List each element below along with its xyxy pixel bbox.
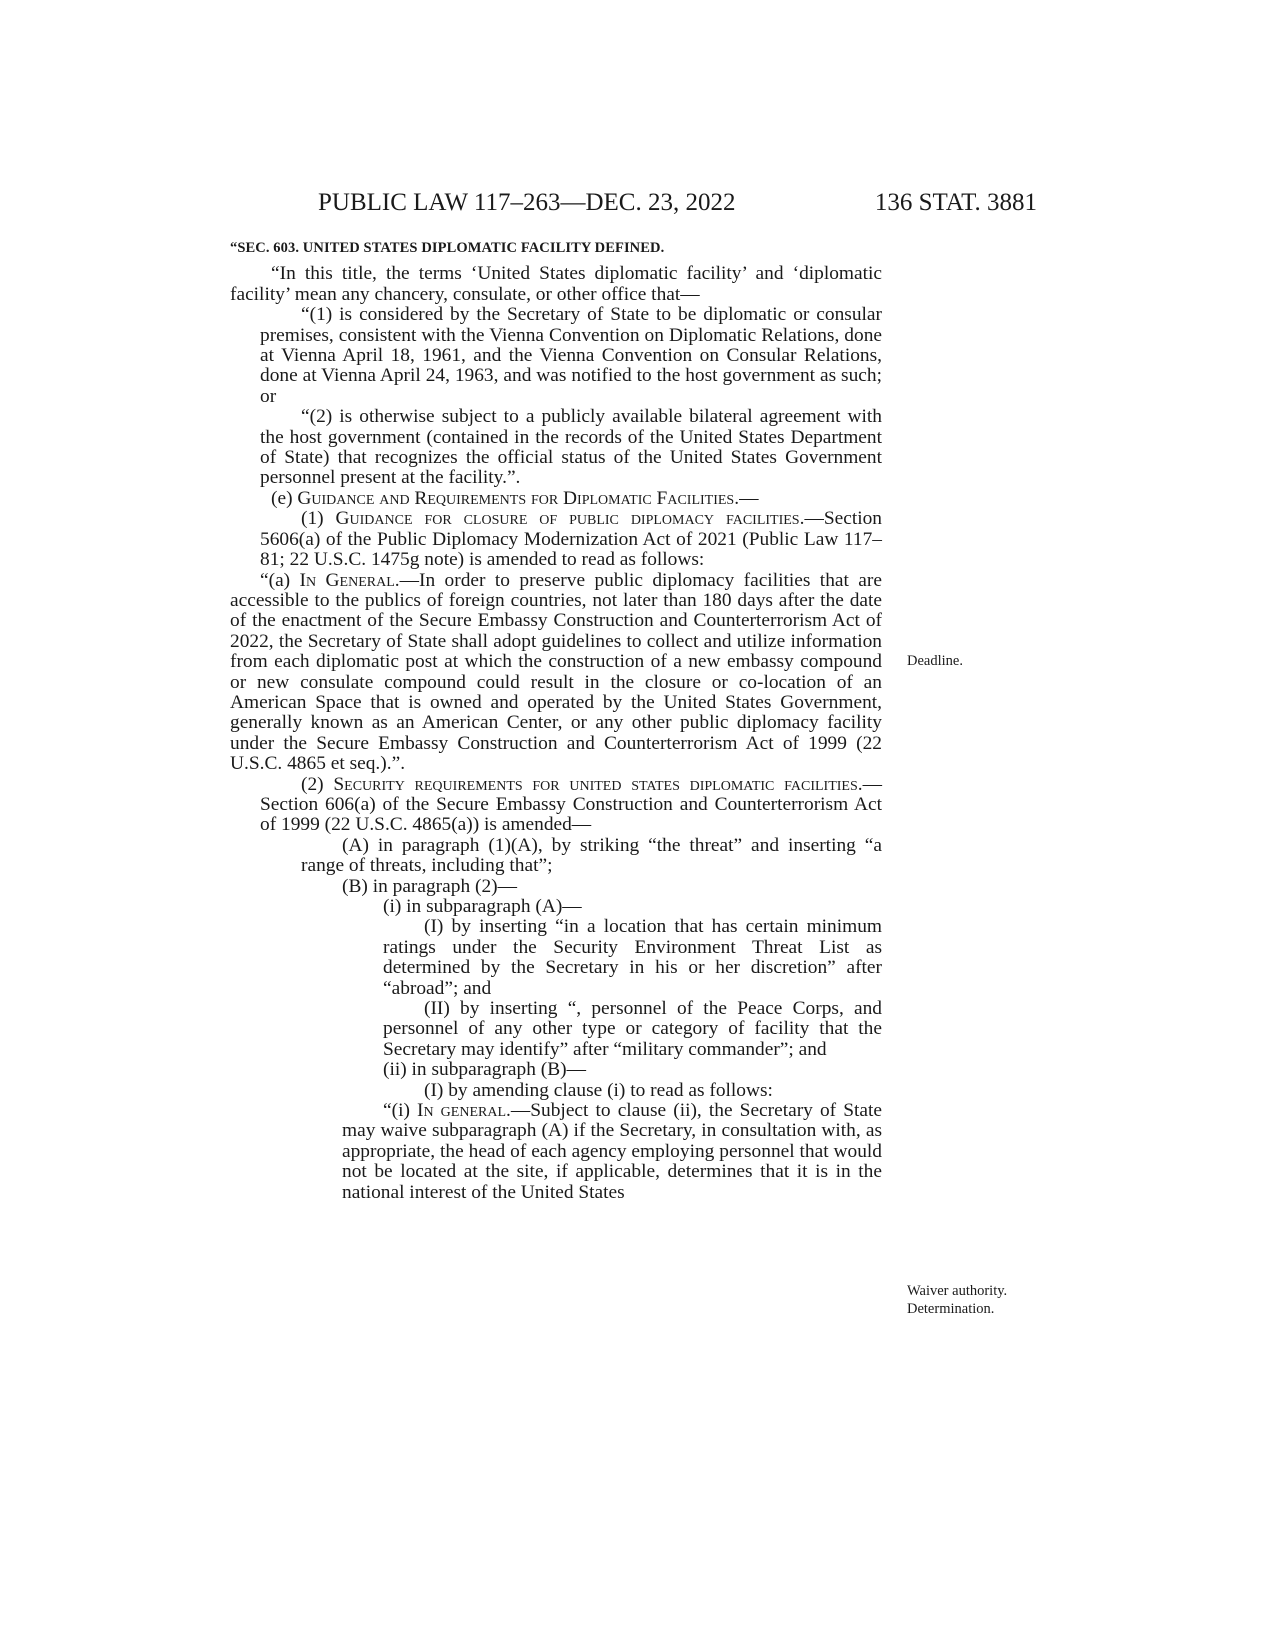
definition-paragraph: “In this title, the terms ‘United States diplomatic facility’ and ‘diplomatic facility’ mean any chancery, consulate, or other office that— bbox=[230, 263, 882, 305]
quoted-subsection-a-heading: In General bbox=[299, 569, 395, 591]
margin-note-deadline-text: Deadline. bbox=[907, 653, 963, 669]
paragraph-e2-label: (2) bbox=[301, 773, 334, 795]
paragraph-e2 bbox=[230, 775, 882, 836]
quoted-subsection-a bbox=[230, 571, 882, 775]
paragraph-e1-heading: Guidance for closure of public diplomacy facilities bbox=[335, 508, 800, 530]
quoted-clause-i bbox=[230, 1101, 882, 1203]
running-header bbox=[0, 183, 1275, 223]
section-heading: “SEC. 603. UNITED STATES DIPLOMATIC FACILITY DEFINED. bbox=[230, 240, 665, 256]
quoted-clause-i-label: “(i) bbox=[383, 1100, 418, 1122]
subsection-e-heading: Guidance and Requirements for Diplomatic Facilities bbox=[297, 487, 735, 509]
document-body bbox=[230, 238, 882, 1203]
subsection-e bbox=[230, 489, 882, 509]
paragraph-e1-body: .—Section 5606(a) of the Public Diplomacy Modernization Act of 2021 (Public Law 117–81; 22 U.S.C. 1475g note) is amended to read as follows: bbox=[260, 508, 882, 571]
paragraph-e2-body: .—Section 606(a) of the Secure Embassy Construction and Counterterrorism Act of 1999 (22 U.S.C. 4865(a)) is amended— bbox=[260, 773, 882, 836]
clause-i: (i) in subparagraph (A)— bbox=[383, 896, 582, 917]
subclause-I-first: (I) by inserting “in a location that has certain minimum ratings under the Security Environment Threat List as determined by the Secretary in his or her discretion” after “abroad”; and bbox=[383, 916, 882, 999]
stat-page-number: 136 STAT. 3881 bbox=[874, 189, 1037, 216]
quoted-subsection-a-label: “(a) bbox=[260, 569, 300, 591]
paragraph-e1-label: (1) bbox=[301, 508, 336, 530]
subclause-II: (II) by inserting “, personnel of the Peace Corps, and personnel of any other type or category of facility that the Secretary may identify” after “military commander”; and bbox=[383, 998, 882, 1060]
quoted-clause-i-heading: In general bbox=[417, 1100, 507, 1122]
margin-note-waiver bbox=[907, 1282, 1007, 1318]
margin-note-deadline bbox=[907, 652, 963, 670]
margin-note-waiver-text: Waiver authority. bbox=[907, 1283, 1008, 1299]
subsection-e-tail: .— bbox=[734, 487, 759, 509]
subparagraph-B: (B) in paragraph (2)— bbox=[342, 875, 517, 897]
definition-item-1: “(1) is considered by the Secretary of State to be diplomatic or consular premises, consistent with the Vienna Convention on Diplomatic Relations, done at Vienna April 18, 1961, and the Vienna Convention on Consular Relations, done at Vienna April 24, 1963, and was notified to the host government as such; or bbox=[260, 304, 882, 407]
subclause-I-second: (I) by amending clause (i) to read as follows: bbox=[424, 1079, 773, 1101]
quoted-clause-i-body: .—Subject to clause (ii), the Secretary of State may waive subparagraph (A) if the Secretary, in consultation with, as appropriate, the head of each agency employing personnel that would not be located at the site, if applicable, determines that it is in the national interest of the United States bbox=[342, 1100, 882, 1203]
margin-note-determination-text: Determination. bbox=[907, 1301, 995, 1317]
definition-item-2: “(2) is otherwise subject to a publicly available bilateral agreement with the host government (contained in the records of the United States Department of State) that recognizes the official status of the United States Government personnel present at the facility.”. bbox=[260, 406, 882, 489]
subsection-e-label: (e) bbox=[271, 487, 298, 509]
clause-ii: (ii) in subparagraph (B)— bbox=[383, 1059, 587, 1081]
quoted-subsection-a-body: .—In order to preserve public diplomacy facilities that are accessible to the publics of foreign countries, not later than 180 days after the date of the enactment of the Secure Embassy Construction and Counterterrorism Act of 2022, the Secretary of State shall adopt guidelines to collect and utilize information from each diplomatic post at which the construction of a new embassy compound or new consulate compound could result in the closure or co-location of an American Space that is owned and operated by the United States Government, generally known as an American Center, or any other public diplomacy facility under the Secure Embassy Construction and Counterterrorism Act of 1999 (22 U.S.C. 4865 et seq.).”. bbox=[230, 569, 882, 775]
paragraph-e1 bbox=[230, 509, 882, 570]
paragraph-e2-heading: Security requirements for united states diplomatic facilities bbox=[333, 773, 858, 795]
subparagraph-A: (A) in paragraph (1)(A), by striking “the threat” and inserting “a range of threats, including that”; bbox=[301, 834, 882, 877]
public-law-title: PUBLIC LAW 117–263—DEC. 23, 2022 bbox=[318, 189, 736, 216]
